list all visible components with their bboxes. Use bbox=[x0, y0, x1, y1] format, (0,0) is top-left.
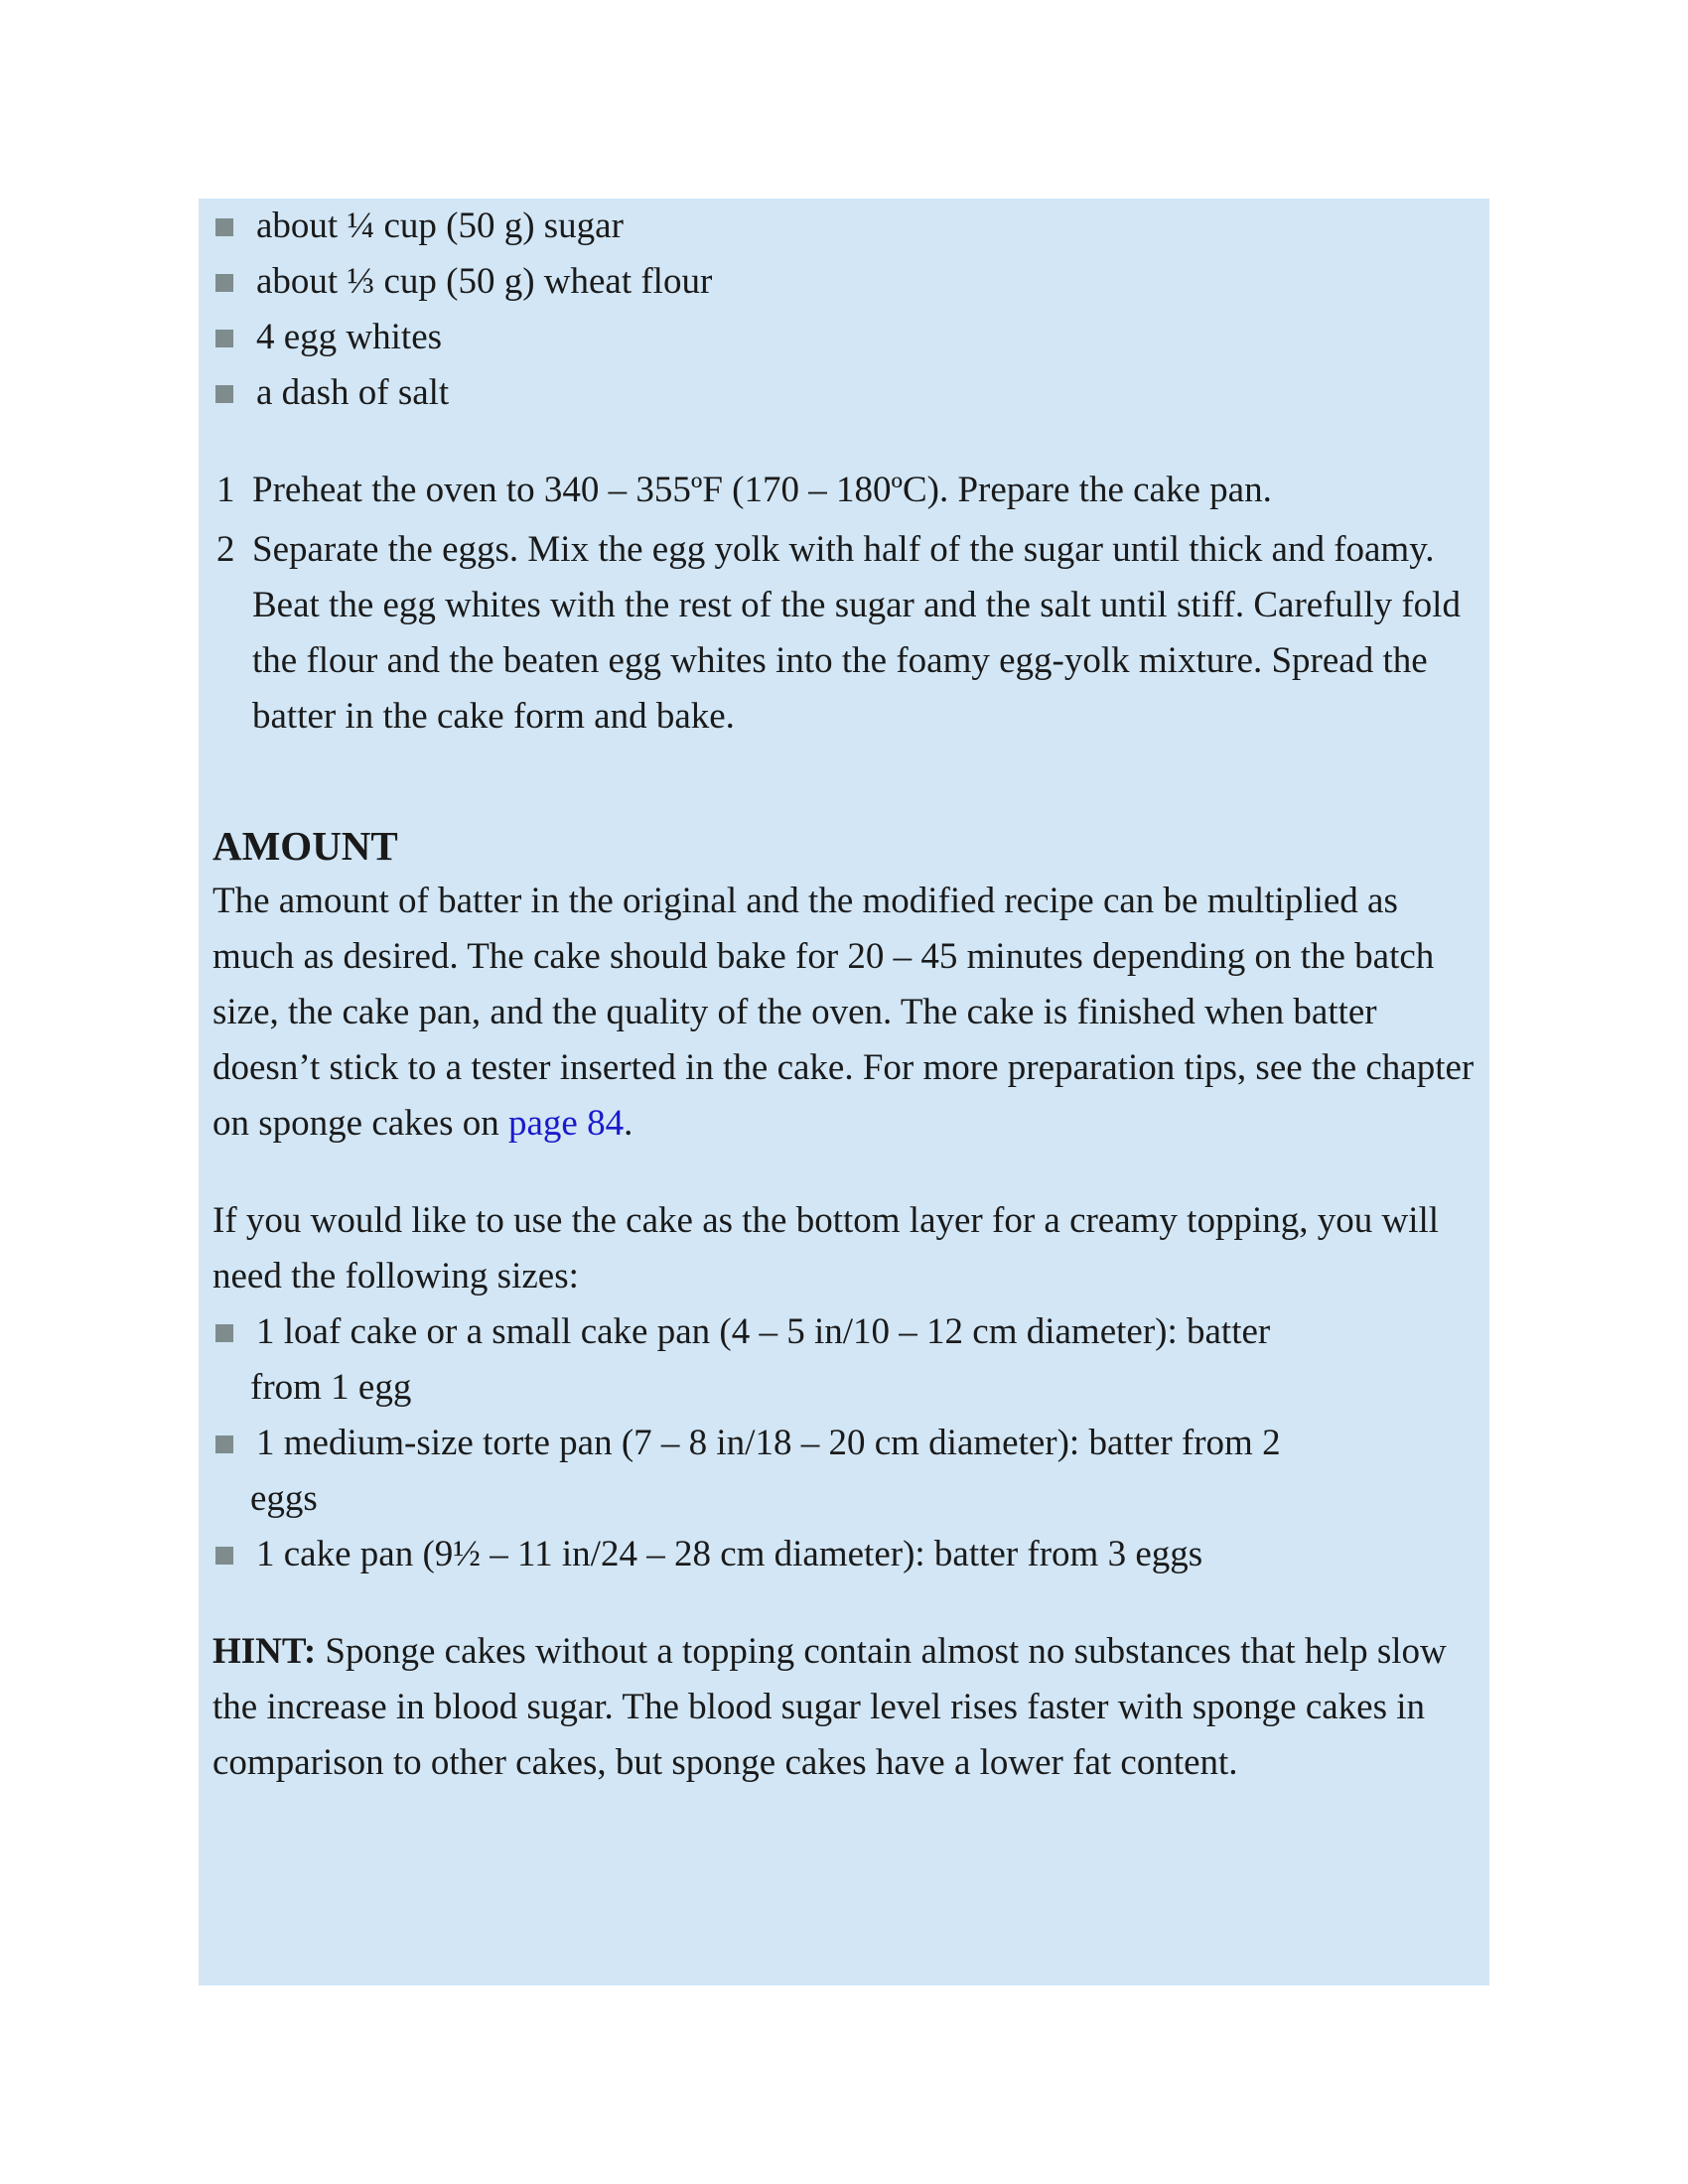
size-text-continued: eggs bbox=[250, 1478, 318, 1519]
hint-text: Sponge cakes without a topping contain almost no substances that help slow the increase in blood sugar. The blood sugar level rises faster with sponge cakes in comparison to other cakes, but sponge cakes have a lower fat content. bbox=[212, 1631, 1447, 1783]
square-bullet-icon bbox=[215, 385, 233, 403]
amount-paragraph bbox=[212, 874, 1476, 1152]
size-item bbox=[212, 1304, 1476, 1416]
ingredient-list bbox=[212, 199, 1476, 421]
step-number: 2 bbox=[216, 529, 235, 570]
size-text: 1 loaf cake or a small cake pan (4 – 5 in/10 – 12 cm diameter): batter bbox=[256, 1311, 1271, 1352]
step-list bbox=[212, 463, 1476, 745]
size-list bbox=[212, 1304, 1476, 1582]
step-number: 1 bbox=[216, 470, 235, 510]
step-text: Separate the eggs. Mix the egg yolk with half of the sugar until thick and foamy. Beat the egg whites with the rest of the sugar and the salt until stiff. Carefully fold the flour and the beaten egg whites into the foamy egg-yolk mixture. Spread the batter in the cake form and bake. bbox=[252, 529, 1461, 737]
recipe-panel bbox=[199, 199, 1489, 1985]
size-item bbox=[212, 1416, 1476, 1527]
size-text-continued: from 1 egg bbox=[250, 1367, 412, 1408]
step-text: Preheat the oven to 340 – 355ºF (170 – 180ºC). Prepare the cake pan. bbox=[252, 470, 1272, 510]
square-bullet-icon bbox=[215, 1435, 233, 1453]
topping-intro: If you would like to use the cake as the bottom layer for a creamy topping, you will need the following sizes: bbox=[212, 1200, 1440, 1297]
hint-label: HINT: bbox=[212, 1631, 317, 1672]
ingredient-text: about ⅓ cup (50 g) wheat flour bbox=[256, 261, 713, 302]
size-text: 1 medium-size torte pan (7 – 8 in/18 – 20 cm diameter): batter from 2 bbox=[256, 1423, 1281, 1463]
ingredient-item bbox=[212, 365, 1476, 421]
amount-text: The amount of batter in the original and the modified recipe can be multiplied as much as desired. The cake should bake for 20 – 45 minutes depending on the batch size, the cake pan, and the quality of the oven. The cake is finished when batter doesn’t stick to a tester inserted in the cake. For more preparation tips, see the chapter on sponge cakes on bbox=[212, 881, 1475, 1144]
ingredient-text: 4 egg whites bbox=[256, 317, 443, 357]
hint-paragraph bbox=[212, 1624, 1476, 1791]
square-bullet-icon bbox=[215, 218, 233, 236]
square-bullet-icon bbox=[215, 274, 233, 292]
size-text: 1 cake pan (9½ – 11 in/24 – 28 cm diameter): batter from 3 eggs bbox=[256, 1534, 1203, 1574]
ingredient-item bbox=[212, 199, 1476, 254]
ingredient-item bbox=[212, 310, 1476, 365]
ingredient-text: about ¼ cup (50 g) sugar bbox=[256, 205, 624, 246]
square-bullet-icon bbox=[215, 330, 233, 347]
step-item bbox=[212, 463, 1476, 518]
step-item bbox=[212, 522, 1476, 745]
page-link[interactable]: page 84 bbox=[508, 1103, 625, 1144]
amount-text-end: . bbox=[624, 1103, 633, 1144]
square-bullet-icon bbox=[215, 1324, 233, 1342]
size-item bbox=[212, 1527, 1476, 1582]
ingredient-item bbox=[212, 254, 1476, 310]
square-bullet-icon bbox=[215, 1547, 233, 1565]
ingredient-text: a dash of salt bbox=[256, 372, 450, 413]
amount-heading: AMOUNT bbox=[212, 823, 398, 869]
